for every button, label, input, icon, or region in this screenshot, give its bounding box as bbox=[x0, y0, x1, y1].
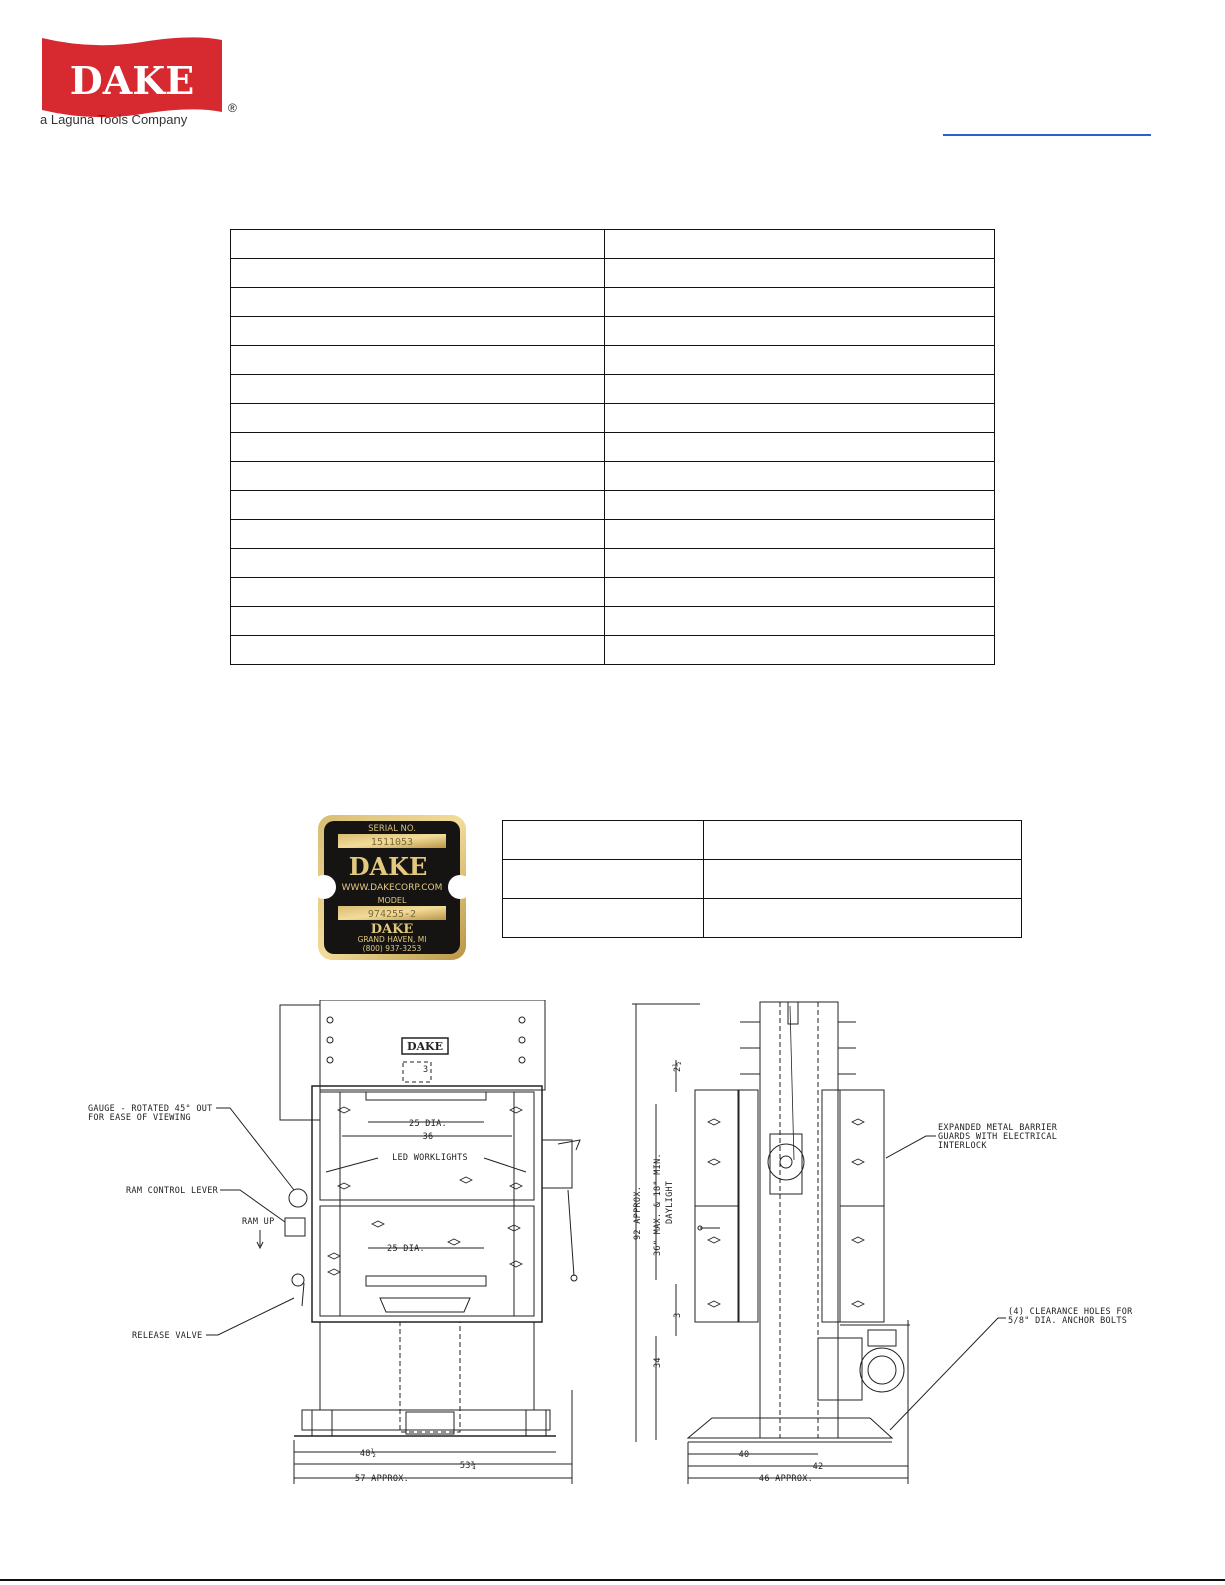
table-cell-value bbox=[605, 520, 995, 549]
svg-text:53¾: 53¾ bbox=[459, 1461, 477, 1471]
table-cell-label bbox=[231, 578, 605, 607]
svg-text:EXPANDED METAL BARRIER: EXPANDED METAL BARRIER bbox=[938, 1123, 1058, 1133]
table-cell-label bbox=[231, 317, 605, 346]
table-row bbox=[231, 404, 995, 433]
table-row bbox=[503, 860, 1022, 899]
table-cell-label bbox=[231, 491, 605, 520]
svg-text:3: 3 bbox=[673, 1312, 683, 1318]
side-view bbox=[632, 1002, 1133, 1484]
svg-text:SERIAL NO.: SERIAL NO. bbox=[368, 824, 416, 834]
svg-text:RAM UP: RAM UP bbox=[242, 1217, 275, 1227]
table-row bbox=[231, 375, 995, 404]
table-cell-label bbox=[231, 375, 605, 404]
svg-text:5/8" DIA. ANCHOR BOLTS: 5/8" DIA. ANCHOR BOLTS bbox=[1008, 1316, 1128, 1326]
table-row bbox=[231, 259, 995, 288]
table-cell-label bbox=[503, 899, 704, 938]
table-row bbox=[231, 636, 995, 665]
svg-text:RAM CONTROL LEVER: RAM CONTROL LEVER bbox=[126, 1186, 219, 1196]
table-cell-value bbox=[605, 346, 995, 375]
svg-text:1511053: 1511053 bbox=[370, 837, 414, 848]
table-cell-label bbox=[231, 288, 605, 317]
svg-text:36: 36 bbox=[422, 1132, 434, 1142]
svg-text:(4) CLEARANCE HOLES FOR: (4) CLEARANCE HOLES FOR bbox=[1008, 1307, 1133, 1317]
footer-rule bbox=[0, 1579, 1225, 1581]
specifications-table bbox=[230, 229, 995, 665]
table-cell-value bbox=[605, 230, 995, 259]
svg-text:DAKE: DAKE bbox=[406, 1040, 444, 1053]
svg-text:FOR EASE OF VIEWING: FOR EASE OF VIEWING bbox=[88, 1113, 191, 1123]
table-cell-label bbox=[231, 346, 605, 375]
front-view bbox=[88, 1000, 580, 1484]
table-cell-value bbox=[605, 317, 995, 346]
table-row bbox=[231, 346, 995, 375]
table-cell-label bbox=[231, 607, 605, 636]
serial-nameplate bbox=[318, 815, 466, 960]
svg-text:GUARDS WITH ELECTRICAL: GUARDS WITH ELECTRICAL bbox=[938, 1132, 1058, 1142]
table-row bbox=[231, 288, 995, 317]
table-cell-label bbox=[503, 860, 704, 899]
table-cell-value bbox=[704, 860, 1022, 899]
svg-text:46 APPROX.: 46 APPROX. bbox=[758, 1474, 814, 1484]
svg-text:WWW.DAKECORP.COM: WWW.DAKECORP.COM bbox=[341, 883, 443, 893]
svg-text:RELEASE VALVE: RELEASE VALVE bbox=[132, 1331, 203, 1341]
svg-text:25 DIA.: 25 DIA. bbox=[409, 1119, 447, 1129]
table-cell-value bbox=[605, 404, 995, 433]
svg-text:GRAND HAVEN, MI: GRAND HAVEN, MI bbox=[357, 935, 427, 944]
table-cell-label bbox=[231, 549, 605, 578]
table-row bbox=[231, 549, 995, 578]
svg-text:42: 42 bbox=[812, 1462, 824, 1472]
table-cell-label bbox=[231, 433, 605, 462]
svg-text:92 APPROX.: 92 APPROX. bbox=[633, 1185, 643, 1240]
table-cell-value bbox=[704, 821, 1022, 860]
table-cell-value bbox=[605, 636, 995, 665]
svg-text:3: 3 bbox=[423, 1065, 429, 1075]
svg-text:(800) 937-3253: (800) 937-3253 bbox=[362, 944, 422, 953]
svg-text:DAKE: DAKE bbox=[370, 922, 414, 937]
table-cell-label bbox=[231, 404, 605, 433]
svg-text:25 DIA.: 25 DIA. bbox=[387, 1244, 425, 1254]
table-cell-value bbox=[605, 607, 995, 636]
table-cell-value bbox=[605, 288, 995, 317]
table-row bbox=[231, 433, 995, 462]
table-cell-value bbox=[605, 462, 995, 491]
table-row bbox=[231, 578, 995, 607]
svg-text:®: ® bbox=[228, 101, 237, 115]
svg-text:2½: 2½ bbox=[673, 1061, 683, 1072]
svg-text:DAKE: DAKE bbox=[69, 58, 195, 103]
svg-text:34: 34 bbox=[653, 1357, 663, 1368]
table-row bbox=[231, 520, 995, 549]
table-cell-label bbox=[503, 821, 704, 860]
svg-text:INTERLOCK: INTERLOCK bbox=[938, 1141, 987, 1151]
table-cell-label bbox=[231, 520, 605, 549]
table-cell-value bbox=[605, 491, 995, 520]
table-cell-label bbox=[231, 230, 605, 259]
svg-text:48½: 48½ bbox=[359, 1449, 377, 1459]
svg-text:57 APPROX.: 57 APPROX. bbox=[354, 1474, 410, 1484]
svg-text:36" MAX. & 18" MIN.: 36" MAX. & 18" MIN. bbox=[653, 1153, 663, 1256]
svg-text:40: 40 bbox=[738, 1450, 750, 1460]
table-row bbox=[503, 821, 1022, 860]
svg-text:DAYLIGHT: DAYLIGHT bbox=[665, 1180, 675, 1224]
svg-text:DAKE: DAKE bbox=[348, 852, 428, 881]
table-row bbox=[231, 462, 995, 491]
svg-text:974255-2: 974255-2 bbox=[367, 909, 417, 920]
svg-text:MODEL: MODEL bbox=[377, 896, 407, 905]
hyperlink-underline[interactable] bbox=[943, 134, 1151, 136]
svg-text:LED WORKLIGHTS: LED WORKLIGHTS bbox=[392, 1153, 468, 1163]
table-cell-value bbox=[605, 433, 995, 462]
table-cell-label bbox=[231, 462, 605, 491]
serial-model-table bbox=[502, 820, 1022, 938]
table-cell-label bbox=[231, 259, 605, 288]
table-cell-value bbox=[605, 375, 995, 404]
table-row bbox=[231, 317, 995, 346]
table-cell-value bbox=[605, 578, 995, 607]
table-row bbox=[231, 607, 995, 636]
table-cell-value bbox=[605, 549, 995, 578]
table-row bbox=[231, 491, 995, 520]
table-cell-label bbox=[231, 636, 605, 665]
press-technical-drawing bbox=[80, 1000, 1160, 1510]
table-row bbox=[231, 230, 995, 259]
table-cell-value bbox=[704, 899, 1022, 938]
table-cell-value bbox=[605, 259, 995, 288]
svg-text:GAUGE - ROTATED 45° OUT: GAUGE - ROTATED 45° OUT bbox=[88, 1104, 213, 1114]
table-row bbox=[503, 899, 1022, 938]
logo-tagline: a Laguna Tools Company bbox=[40, 112, 188, 127]
